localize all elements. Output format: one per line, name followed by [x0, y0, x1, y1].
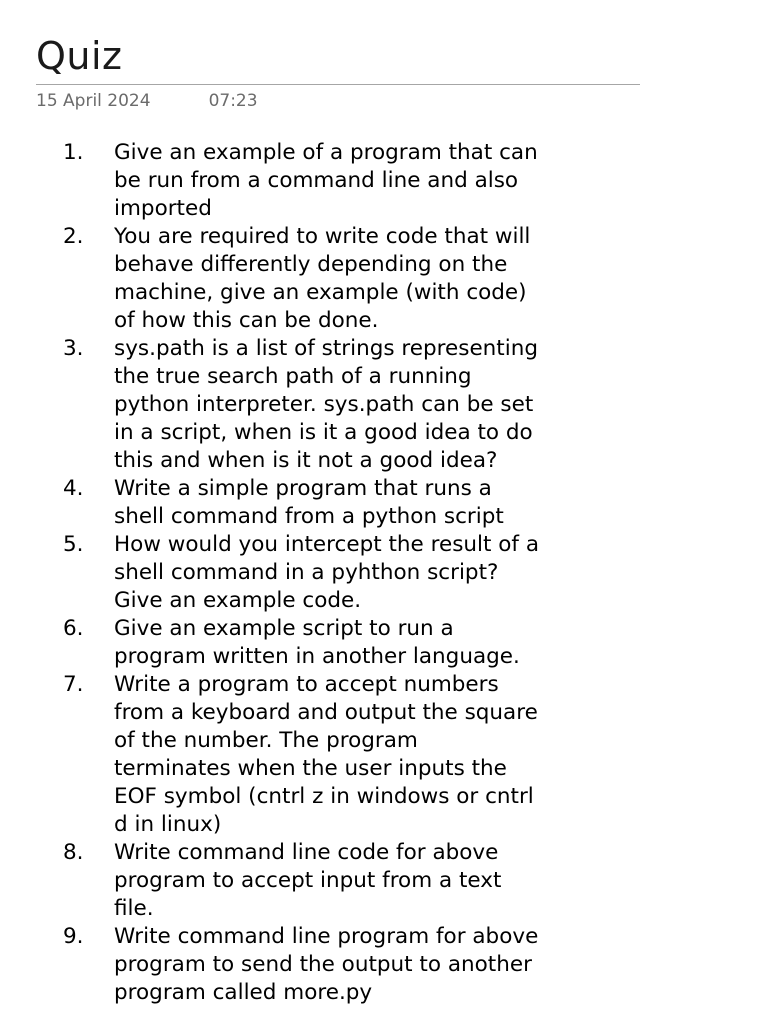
question-number: 8.	[63, 840, 84, 865]
question-text: Write a program to accept numbers from a keyboard and output the square of the number. The program terminates when the user inputs the EOF symbol (cntrl z in windows or cntrl d in linux)	[114, 672, 538, 837]
list-item	[0, 615, 768, 671]
question-number: 9.	[63, 924, 84, 949]
note-date: 15 April 2024	[36, 91, 151, 111]
question-number: 6.	[63, 616, 84, 641]
note-timestamp	[36, 90, 258, 112]
question-text: Write command line program for above program to send the output to another program called more.py	[114, 924, 539, 1005]
question-text: How would you intercept the result of a shell command in a pyhthon script? Give an example code.	[114, 532, 539, 613]
question-text: Write a simple program that runs a shell command from a python script	[114, 476, 504, 529]
question-list	[0, 139, 768, 1007]
question-text: Give an example of a program that can be run from a command line and also imported	[114, 140, 538, 221]
question-text: Give an example script to run a program written in another language.	[114, 616, 520, 669]
list-item	[0, 839, 768, 923]
list-item	[0, 475, 768, 531]
question-number: 4.	[63, 476, 84, 501]
question-number: 7.	[63, 672, 84, 697]
title-divider	[36, 84, 640, 85]
question-text: Write command line code for above program to accept input from a text file.	[114, 840, 502, 921]
list-item	[0, 923, 768, 1007]
question-text: You are required to write code that will behave differently depending on the machine, give an example (with code) of how this can be done.	[114, 224, 531, 333]
question-number: 5.	[63, 532, 84, 557]
question-number: 2.	[63, 224, 84, 249]
note-time: 07:23	[208, 91, 258, 111]
list-item	[0, 671, 768, 839]
list-item	[0, 223, 768, 335]
list-item	[0, 531, 768, 615]
list-item	[0, 335, 768, 475]
question-text: sys.path is a list of strings representing the true search path of a running python interpreter. sys.path can be set in a script, when is it a good idea to do this and when is it not a good idea?	[114, 336, 538, 473]
question-number: 1.	[63, 140, 84, 165]
question-number: 3.	[63, 336, 84, 361]
page-title: Quiz	[36, 34, 123, 78]
list-item	[0, 139, 768, 223]
